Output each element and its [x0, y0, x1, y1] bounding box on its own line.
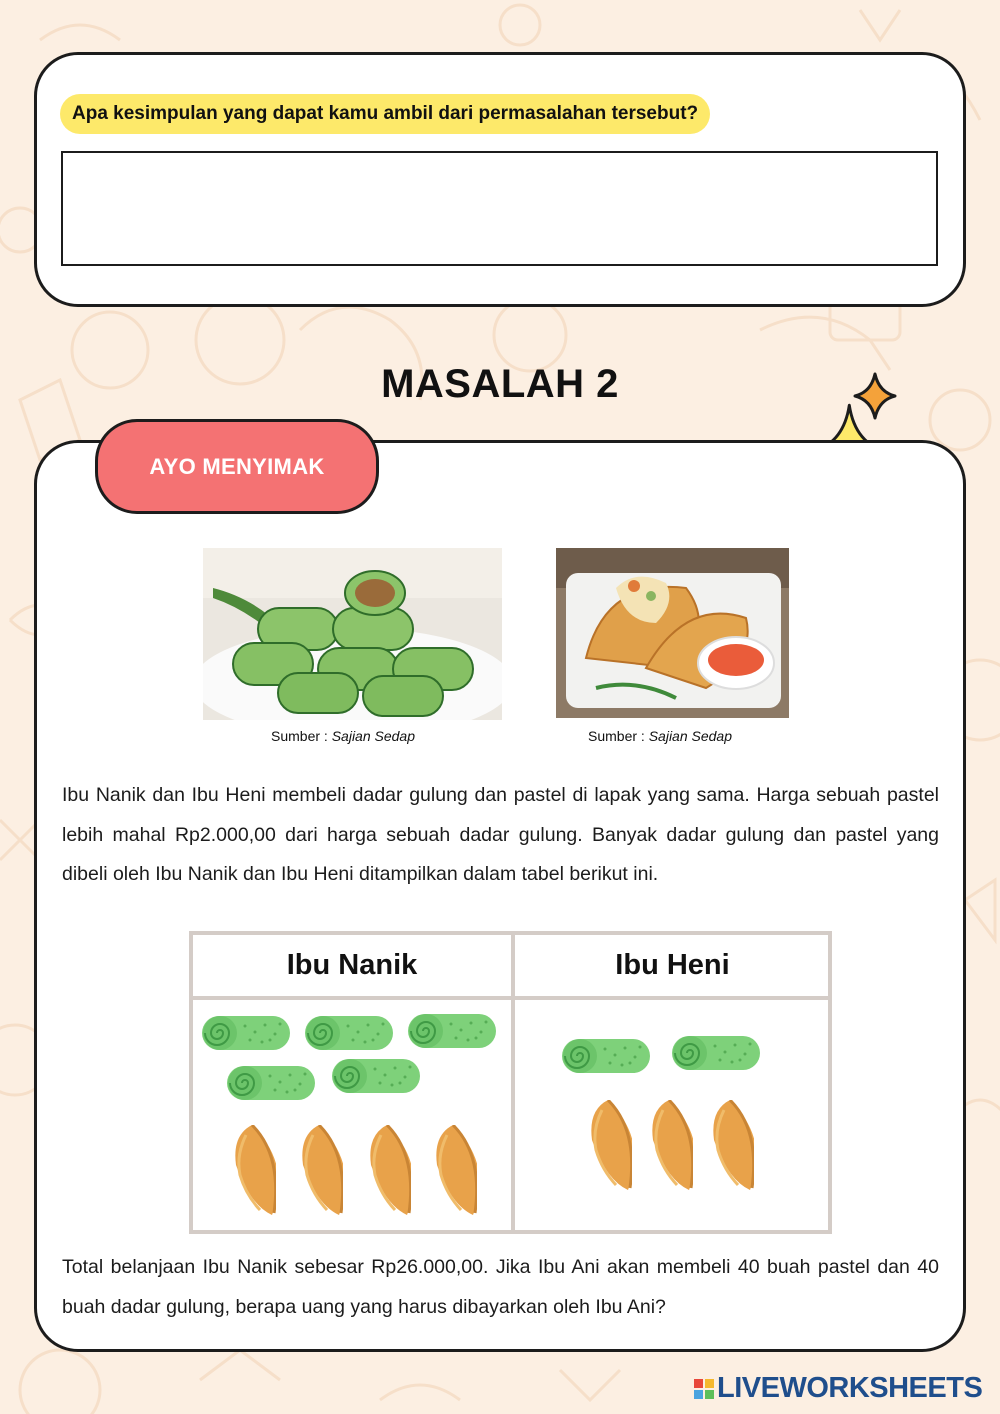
table-header-ibu-nanik: Ibu Nanik	[286, 949, 418, 981]
pastel-icon	[367, 1125, 411, 1217]
table-header-ibu-heni: Ibu Heni	[615, 949, 730, 981]
caption-prefix: Sumber :	[271, 728, 328, 744]
image-caption	[271, 728, 415, 744]
liveworksheets-logo	[694, 1372, 982, 1405]
caption-source: Sajian Sedap	[648, 728, 732, 744]
dadar-gulung-icon	[406, 1008, 498, 1054]
pastel-icon	[710, 1100, 754, 1192]
dadar-gulung-icon	[330, 1053, 422, 1099]
dadar-gulung-icon	[670, 1030, 762, 1076]
image-caption	[588, 728, 732, 744]
table-divider	[193, 996, 828, 1000]
caption-prefix: Sumber :	[588, 728, 645, 744]
pastel-icon	[299, 1125, 343, 1217]
section-tab: AYO MENYIMAK	[95, 419, 379, 514]
page-title: MASALAH 2	[381, 362, 619, 406]
problem-paragraph: Ibu Nanik dan Ibu Heni membeli dadar gulung dan pastel di lapak yang sama. Harga sebuah pastel lebih mahal Rp2.000,00 dari harga sebuah dadar gulung. Banyak dadar gulung dan pastel yang dibeli oleh Ibu Nanik dan Ibu Heni ditampilkan dalam tabel berikut ini.	[62, 784, 939, 885]
dadar-gulung-icon	[303, 1010, 395, 1056]
logo-text: LIVEWORKSHEETS	[717, 1372, 983, 1404]
dadar-gulung-icon	[225, 1060, 317, 1106]
pastel-icon	[649, 1100, 693, 1192]
conclusion-question: Apa kesimpulan yang dapat kamu ambil dari permasalahan tersebut?	[60, 94, 710, 134]
dadar-gulung-photo	[203, 548, 502, 720]
dadar-gulung-icon	[200, 1010, 292, 1056]
dadar-gulung-icon	[560, 1033, 652, 1079]
pastel-photo	[556, 548, 789, 718]
pastel-icon	[232, 1125, 276, 1217]
caption-source: Sajian Sedap	[331, 728, 415, 744]
conclusion-answer-box[interactable]	[61, 151, 938, 266]
pastel-icon	[433, 1125, 477, 1217]
question-paragraph: Total belanjaan Ibu Nanik sebesar Rp26.000,00. Jika Ibu Ani akan membeli 40 buah pastel dan 40 buah dadar gulung, berapa uang yang harus dibayarkan oleh Ibu Ani?	[62, 1256, 939, 1318]
pastel-icon	[588, 1100, 632, 1192]
logo-icon	[694, 1379, 714, 1399]
